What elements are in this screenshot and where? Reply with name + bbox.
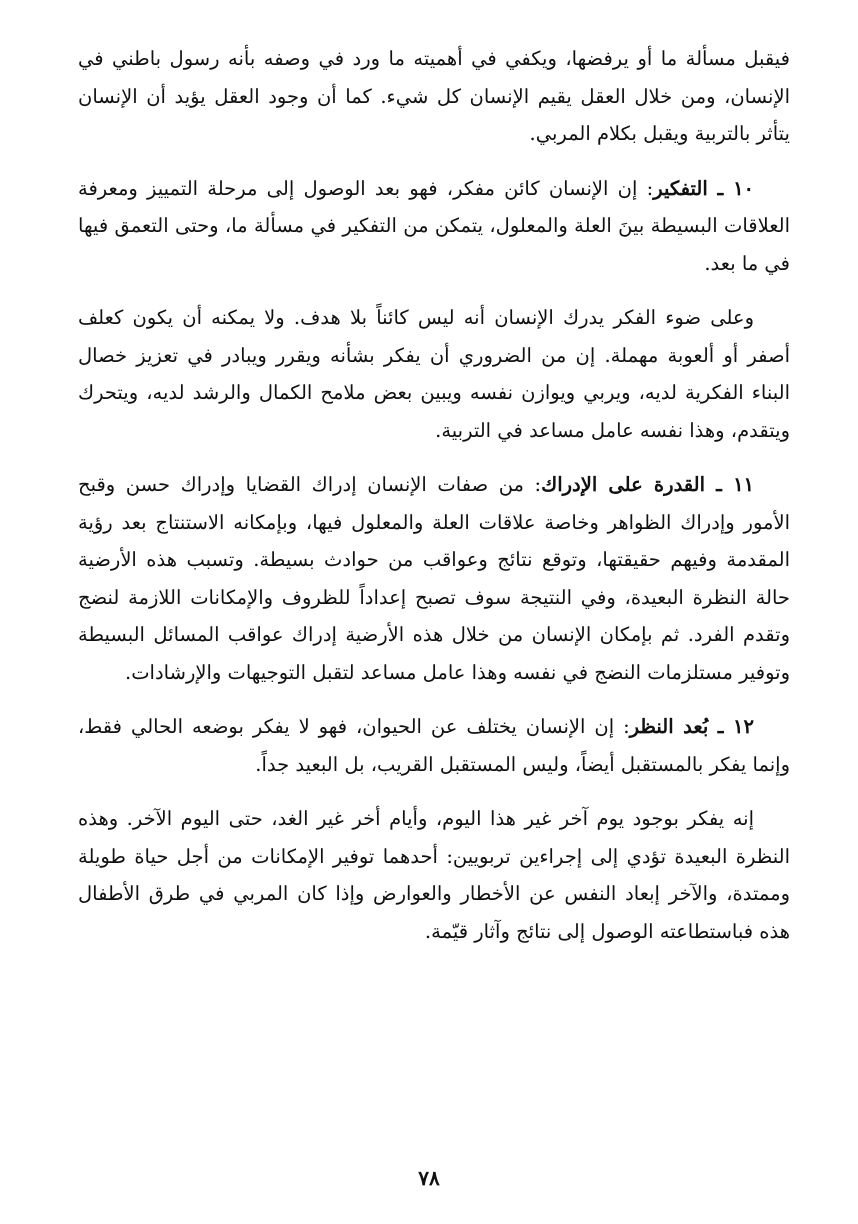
paragraph-text: إنه يفكر بوجود يوم آخر غير هذا اليوم، وأيام أخر غير الغد، حتى اليوم الآخر. وهذه النظرة البعيدة تؤدي إلى إجراءين تربويين: أحدهما توفير الإمكانات من أجل حياة طويلة وممتدة، والآخر إبعاد النفس عن الأخطار والعوارض وإذا كان المربي في طرق الأطفال هذه فباستطاعته الوصول إلى نتائج وآثار قيّمة. — [78, 807, 790, 943]
paragraph-text: : إن الإنسان كائن مفكر، فهو بعد الوصول إلى مرحلة التمييز ومعرفة العلاقات البسيطة بينَ العلة والمعلول، يتمكن من التفكير في مسألة ما، وحتى التعمق فيها في ما بعد. — [78, 176, 790, 275]
paragraph-text: : إن الإنسان يختلف عن الحيوان، فهو لا يفكر بوضعه الحالي فقط، وإنما يفكر بالمستقبل أيضاً، وليس المستقبل القريب، بل البعيد جداً. — [78, 715, 790, 776]
paragraph-text: : من صفات الإنسان إدراك القضايا وإدراك حسن وقبح الأمور وإدراك الظواهر وخاصة علاقات العلة والمعلول فيها، وبإمكانه الاستنتاج بعد رؤية المقدمة وفيهم حقيقتها، وتوقع نتائج وعواقب من حوادث بسيطة. وتسبب هذه الأرضية حالة النظرة البعيدة، وفي النتيجة سوف تصبح إعداداً للظروف والإمكانات اللازمة لنضج وتقدم الفرد. ثم بإمكان الإنسان من خلال هذه الأرضية إدراك عواقب المسائل البسيطة وتوفير مستلزمات النضج في نفسه وهذا عامل مساعد لتقبل التوجيهات والإرشادات. — [78, 473, 790, 684]
paragraph-gap — [78, 153, 790, 170]
page-body — [78, 40, 790, 950]
paragraph-gap — [78, 282, 790, 299]
page-number: ٧٨ — [418, 1166, 440, 1190]
paragraph-perception — [78, 466, 790, 691]
paragraph-continuation — [78, 40, 790, 153]
paragraph-thought-purpose — [78, 299, 790, 449]
section-heading-thinking: ١٠ ـ التفكير — [653, 176, 755, 200]
paragraph-foresight — [78, 708, 790, 783]
paragraph-gap — [78, 691, 790, 708]
paragraph-text: فيقبل مسألة ما أو يرفضها، ويكفي في أهميته ما ورد في وصفه بأنه رسول باطني في الإنسان، ومن خلال العقل يقيم الإنسان كل شيء. كما أن وجود العقل يؤيد أن الإنسان يتأثر بالتربية ويقبل بكلام المربي. — [78, 47, 790, 145]
paragraph-text: وعلى ضوء الفكر يدرك الإنسان أنه ليس كائناً بلا هدف. ولا يمكنه أن يكون كعلف أصفر أو ألعوبة مهملة. إن من الضروري أن يفكر بشأنه ويقرر ويبادر في تعزيز خصال البناء الفكرية لديه، ويربي ويوازن نفسه ويبين بعض ملامح الكمال والرشد لديه، ويتحرك ويتقدم، وهذا نفسه عامل مساعد في التربية. — [78, 306, 790, 442]
section-heading-foresight: ١٢ ـ بُعد النظر — [629, 715, 754, 738]
paragraph-gap — [78, 783, 790, 800]
paragraph-thinking — [78, 170, 790, 283]
section-heading-perception: ١١ ـ القدرة على الإدراك — [541, 473, 755, 496]
paragraph-future — [78, 800, 790, 950]
paragraph-gap — [78, 449, 790, 466]
